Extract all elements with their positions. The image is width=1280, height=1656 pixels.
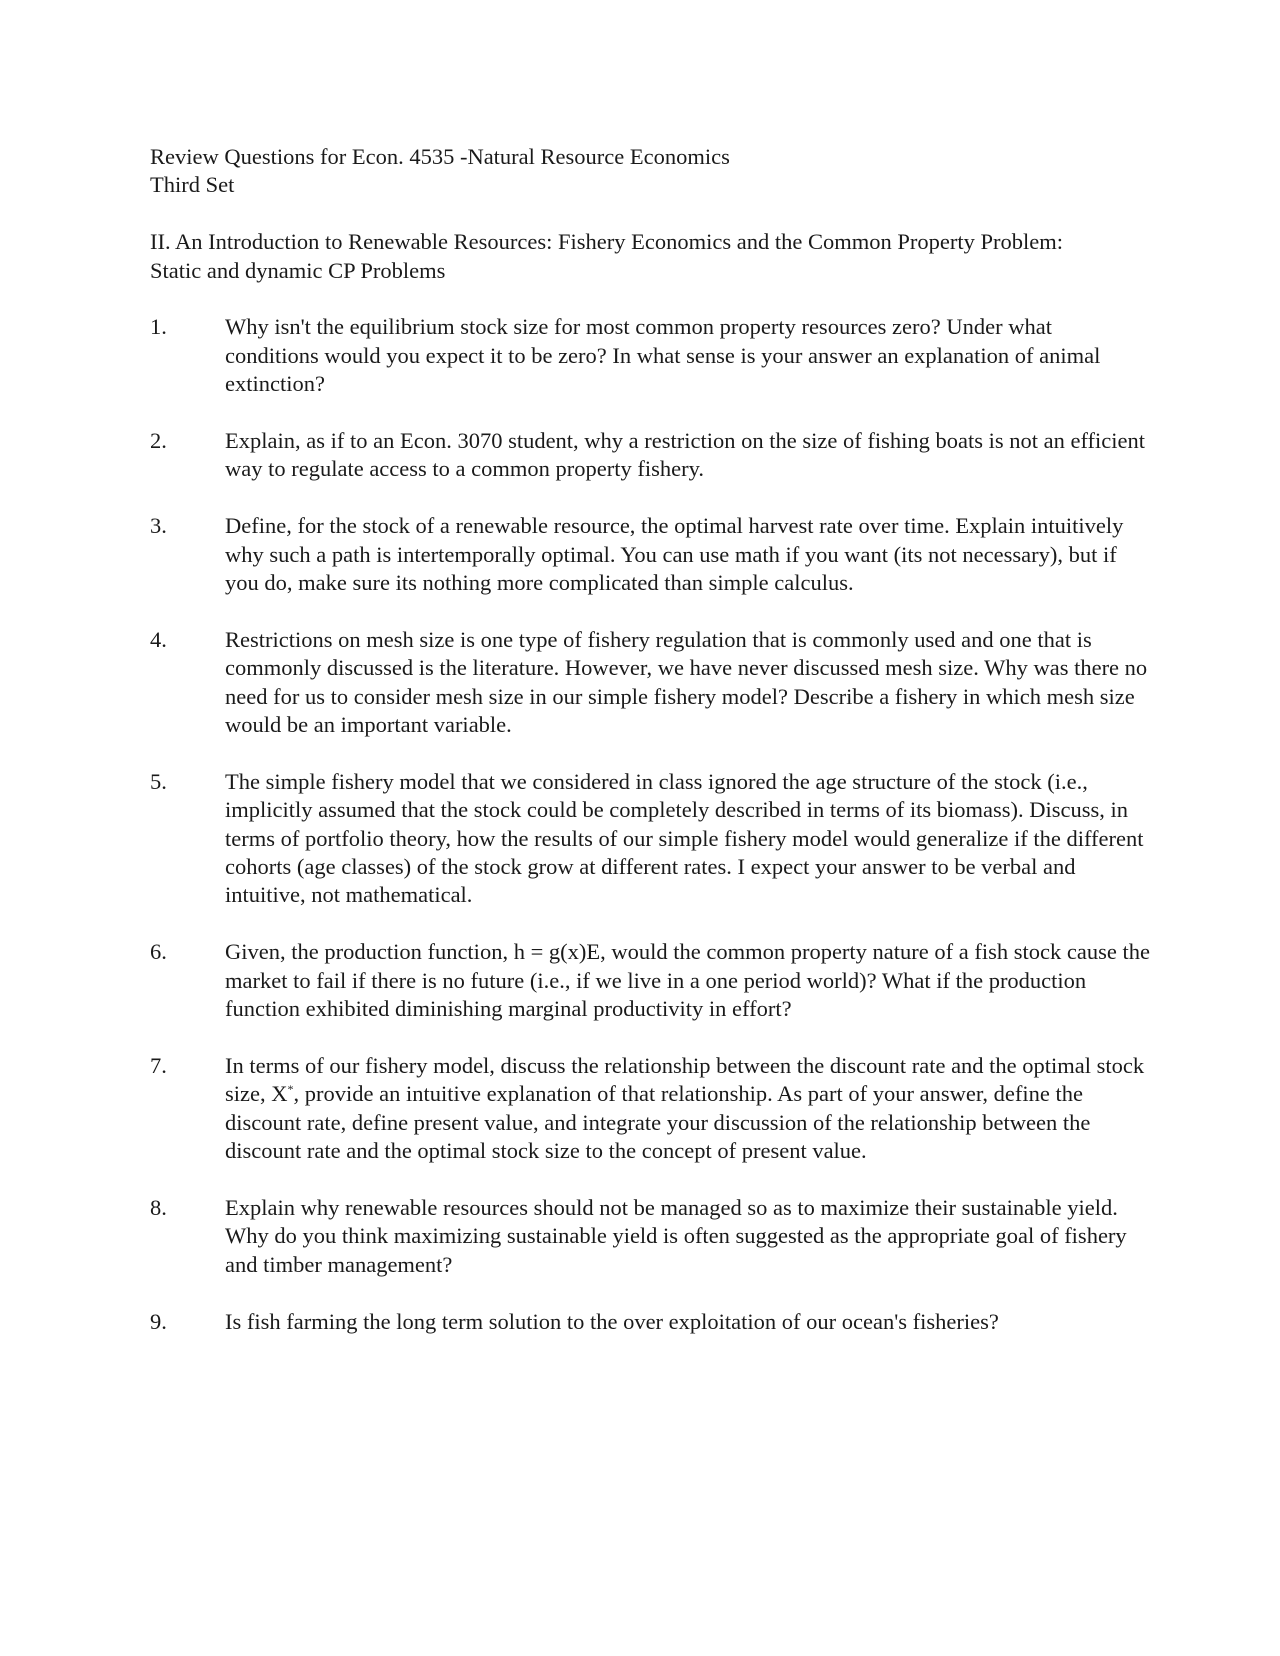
question-text: Given, the production function, h = g(x)E, would the common property nature of a fish stock cause the market to fail if there is no future (i.e., if we live in a one period world)? What if the production function exhibited diminishing marginal productivity in effort? bbox=[225, 939, 1150, 1022]
question-item bbox=[150, 427, 1150, 484]
question-number: 9. bbox=[150, 1308, 167, 1334]
question-text-part: In terms of our fishery model, discuss the relationship between the discount rate and the optimal stock size, X bbox=[225, 1052, 1145, 1107]
question-number: 8. bbox=[150, 1194, 167, 1220]
document-subtitle: Third Set bbox=[150, 172, 235, 198]
question-list bbox=[150, 313, 1150, 1336]
question-item bbox=[150, 1308, 1150, 1336]
question-text: Explain why renewable resources should not be managed so as to maximize their sustainable yield. Why do you think maximizing sustainable yield is often suggested as the appropriate goal of fishery and timber management? bbox=[225, 1194, 1127, 1277]
question-number: 7. bbox=[150, 1052, 167, 1078]
question-number: 3. bbox=[150, 513, 167, 539]
question-text: Why isn't the equilibrium stock size for most common property resources zero? Under what conditions would you expect it to be zero? In what sense is your answer an explanation of animal extinction? bbox=[225, 314, 1101, 397]
question-number: 2. bbox=[150, 428, 167, 454]
question-text: Restrictions on mesh size is one type of fishery regulation that is commonly used and one that is commonly discussed is the literature. However, we have never discussed mesh size. Why was there no need for us to consider mesh size in our simple fishery model? Describe a fishery in which mesh size would be an important variable. bbox=[225, 626, 1148, 738]
question-text: Is fish farming the long term solution to the over exploitation of our ocean's fisheries? bbox=[225, 1308, 999, 1334]
question-item bbox=[150, 512, 1150, 597]
document-title: Review Questions for Econ. 4535 -Natural Resource Economics bbox=[150, 144, 730, 169]
question-item bbox=[150, 626, 1150, 740]
question-number: 6. bbox=[150, 939, 167, 965]
question-item bbox=[150, 938, 1150, 1023]
question-number: 4. bbox=[150, 626, 167, 652]
question-item bbox=[150, 768, 1150, 910]
question-item bbox=[150, 1194, 1150, 1279]
question-text: Explain, as if to an Econ. 3070 student, why a restriction on the size of fishing boats is not an efficient way to regulate access to a common property fishery. bbox=[225, 428, 1146, 482]
optimal-stock-superscript: * bbox=[287, 1082, 294, 1097]
question-number: 5. bbox=[150, 768, 167, 794]
question-item bbox=[150, 1052, 1150, 1166]
question-text-part: , provide an intuitive explanation of that relationship. As part of your answer, define the discount rate, define present value, and integrate your discussion of the relationship between the discount rate and the optimal stock size to the concept of present value. bbox=[225, 1081, 1091, 1164]
question-text: Define, for the stock of a renewable resource, the optimal harvest rate over time. Explain intuitively why such a path is intertemporally optimal. You can use math if you want (its not necessary), but if you do, make sure its nothing more complicated than simple calculus. bbox=[225, 513, 1124, 596]
document-header bbox=[150, 143, 1150, 200]
section-heading: II. An Introduction to Renewable Resources: Fishery Economics and the Common Property Problem: Static and dynamic CP Problems bbox=[150, 229, 1063, 283]
question-item bbox=[150, 313, 1150, 398]
document-page bbox=[150, 143, 1150, 1364]
question-number: 1. bbox=[150, 314, 167, 340]
question-text: The simple fishery model that we considered in class ignored the age structure of the stock (i.e., implicitly assumed that the stock could be completely described in terms of its biomass). Discuss, in terms of portfolio theory, how the results of our simple fishery model would generalize if the different cohorts (age classes) of the stock grow at different rates. I expect your answer to be verbal and intuitive, not mathematical. bbox=[225, 768, 1144, 908]
question-text bbox=[225, 1052, 1150, 1166]
